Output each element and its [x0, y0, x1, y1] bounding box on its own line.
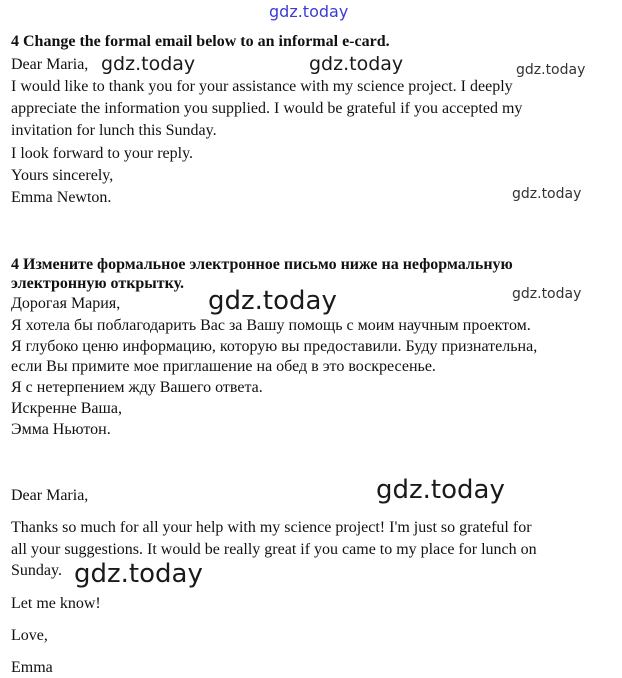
text-line: appreciate the information you supplied. I would be grateful if you accepted my	[11, 100, 523, 117]
text-line: invitation for lunch this Sunday.	[11, 122, 217, 139]
text-line: I would like to thank you for your assistance with my science project. I deeply	[11, 78, 513, 95]
answer-greeting: Dear Maria,	[11, 487, 89, 504]
text-line: Дорогая Мария,	[11, 295, 121, 312]
text-line: Эмма Ньютон.	[11, 421, 111, 438]
text-line: Я глубоко ценю информацию, которую вы предоставили. Буду признательна,	[11, 338, 538, 355]
text-line: Я хотела бы поблагодарить Вас за Вашу помощь с моим научным проектом.	[11, 317, 531, 334]
text-line: Dear Maria,	[11, 56, 89, 73]
answer-line: Thanks so much for all your help with my science project! I'm just so grateful for	[11, 519, 532, 536]
text-line: Yours sincerely,	[11, 167, 114, 184]
exercise-heading-ru: 4 Измените формальное электронное письмо ниже на неформальную	[11, 256, 513, 273]
answer-closing: Let me know!	[11, 595, 101, 612]
exercise-heading-ru: электронную открытку.	[11, 275, 185, 292]
watermark: gdz.today	[309, 53, 404, 75]
exercise-heading-en: 4 Change the formal email below to an informal e-card.	[11, 33, 390, 50]
answer-line: Sunday.	[11, 562, 62, 579]
text-line: I look forward to your reply.	[11, 145, 194, 162]
text-line: Emma Newton.	[11, 189, 112, 206]
watermark: gdz.today	[516, 62, 586, 78]
answer-sign-off: Love,	[11, 627, 48, 644]
watermark: gdz.today	[208, 286, 337, 316]
text-line: Я с нетерпением жду Вашего ответа.	[11, 379, 263, 396]
answer-line: all your suggestions. It would be really great if you came to my place for lunch on	[11, 541, 537, 558]
watermark: gdz.today	[101, 53, 196, 75]
text-line: Искренне Ваша,	[11, 400, 122, 417]
watermark: gdz.today	[74, 559, 203, 589]
watermark-top: gdz.today	[269, 2, 349, 21]
watermark: gdz.today	[512, 186, 582, 202]
watermark: gdz.today	[376, 475, 505, 505]
answer-signature: Emma	[11, 659, 53, 676]
text-line: если Вы примите мое приглашение на обед в это воскресенье.	[11, 358, 436, 375]
watermark: gdz.today	[512, 286, 582, 302]
